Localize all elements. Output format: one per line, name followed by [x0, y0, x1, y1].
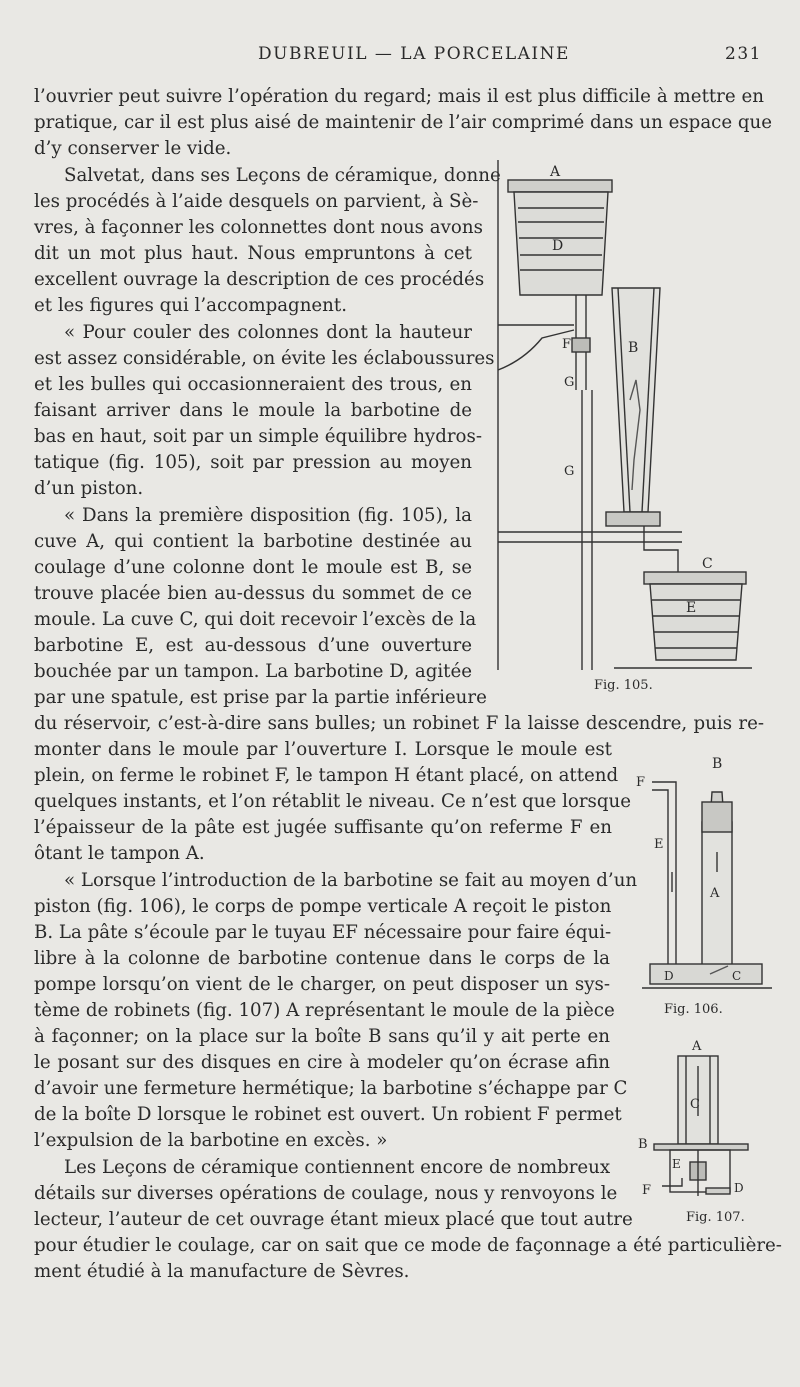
- fig107-label-a: A: [692, 1039, 702, 1054]
- text-line: pour étudier le coulage, car on sait que ce mode de façonnage a été particulière-: [34, 1235, 782, 1256]
- text-line: d’y conserver le vide.: [34, 138, 232, 159]
- fig106-label-a: A: [710, 886, 720, 901]
- fig107-label-b: B: [638, 1137, 648, 1152]
- text-line: trouve placée bien au-dessus du sommet de ce: [34, 583, 472, 604]
- figure-107: [636, 1036, 756, 1206]
- running-title: DUBREUIL — LA PORCELAINE: [258, 44, 570, 64]
- figure-106: [632, 752, 780, 1002]
- text-line: et les bulles qui occasionneraient des trous, en: [34, 374, 472, 395]
- text-line: le posant sur des disques en cire à modeler qu’on écrase afin: [34, 1052, 610, 1073]
- text-line: détails sur diverses opérations de coulage, nous y renvoyons le: [34, 1183, 618, 1204]
- text-line: monter dans le moule par l’ouverture I. Lorsque le moule est: [34, 739, 612, 760]
- fig107-label-e: E: [672, 1157, 681, 1171]
- text-line: bas en haut, soit par un simple équilibre hydros-: [34, 426, 482, 447]
- text-line: l’épaisseur de la pâte est jugée suffisante qu’on referme F en: [34, 817, 612, 838]
- text-line: faisant arriver dans le moule la barbotine de: [34, 400, 472, 421]
- text-line: dit un mot plus haut. Nous empruntons à cet: [34, 243, 472, 264]
- fig105-label-f: F: [562, 337, 572, 352]
- text-line: coulage d’une colonne dont le moule est B, se: [34, 557, 472, 578]
- text-line: moule. La cuve C, qui doit recevoir l’excès de la: [34, 609, 477, 630]
- text-line: lecteur, l’auteur de cet ouvrage étant mieux placé que tout autre: [34, 1209, 633, 1230]
- text-line: bouchée par un tampon. La barbotine D, agitée: [34, 661, 472, 682]
- fig107-label-d: D: [734, 1181, 744, 1195]
- figure-105-caption: Fig. 105.: [594, 678, 653, 693]
- text-line: de la boîte D lorsque le robinet est ouvert. Un robient F permet: [34, 1104, 622, 1125]
- text-line: l’ouvrier peut suivre l’opération du regard; mais il est plus difficile à mettre en: [34, 86, 764, 107]
- text-line: « Dans la première disposition (fig. 105), la: [64, 505, 472, 526]
- text-line: cuve A, qui contient la barbotine destinée au: [34, 531, 472, 552]
- text-line: d’un piston.: [34, 478, 144, 499]
- text-line: Salvetat, dans ses Leçons de céramique, donne: [64, 165, 501, 186]
- fig107-label-f: F: [642, 1183, 652, 1198]
- fig106-label-c: C: [732, 969, 742, 983]
- text-line: d’avoir une fermeture hermétique; la barbotine s’échappe par C: [34, 1078, 628, 1099]
- text-line: pompe lorsqu’on vient de le charger, on peut disposer un sys-: [34, 974, 610, 995]
- fig105-label-b: B: [628, 340, 639, 356]
- text-line: quelques instants, et l’on rétablit le niveau. Ce n’est que lorsque: [34, 791, 631, 812]
- text-line: vres, à façonner les colonnettes dont nous avons: [34, 217, 483, 238]
- text-line: « Pour couler des colonnes dont la hauteur: [64, 322, 472, 343]
- fig105-label-g1: G: [564, 375, 575, 390]
- figure-106-caption: Fig. 106.: [664, 1002, 723, 1017]
- figure-107-caption: Fig. 107.: [686, 1210, 745, 1225]
- text-line: est assez considérable, on évite les éclaboussures: [34, 348, 495, 369]
- text-line: par une spatule, est prise par la partie inférieure: [34, 687, 487, 708]
- text-line: tème de robinets (fig. 107) A représentant le moule de la pièce: [34, 1000, 615, 1021]
- text-line: plein, on ferme le robinet F, le tampon H étant placé, on attend: [34, 765, 619, 786]
- fig105-label-a: A: [550, 164, 561, 180]
- text-line: les procédés à l’aide desquels on parvient, à Sè-: [34, 191, 479, 212]
- text-line: « Lorsque l’introduction de la barbotine se fait au moyen d’un: [64, 870, 638, 891]
- fig105-label-e: E: [686, 600, 697, 616]
- figure-105: [494, 160, 756, 680]
- text-line: piston (fig. 106), le corps de pompe verticale A reçoit le piston: [34, 896, 612, 917]
- text-line: B. La pâte s’écoule par le tuyau EF nécessaire pour faire équi-: [34, 922, 612, 943]
- text-line: l’expulsion de la barbotine en excès. »: [34, 1130, 388, 1151]
- fig105-label-c: C: [702, 556, 713, 572]
- fig106-label-e: E: [654, 837, 664, 852]
- text-line: excellent ouvrage la description de ces procédés: [34, 269, 485, 290]
- fig106-label-b: B: [712, 756, 723, 772]
- text-line: et les figures qui l’accompagnent.: [34, 295, 347, 316]
- text-line: pratique, car il est plus aisé de maintenir de l’air comprimé dans un espace que: [34, 112, 773, 133]
- fig105-label-d: D: [552, 238, 564, 254]
- fig106-label-f: F: [636, 775, 646, 790]
- fig107-label-c: C: [690, 1097, 700, 1112]
- text-line: ment étudié à la manufacture de Sèvres.: [34, 1261, 410, 1282]
- text-line: barbotine E, est au-dessous d’une ouverture: [34, 635, 472, 656]
- text-line: libre à la colonne de barbotine contenue dans le corps de la: [34, 948, 610, 969]
- text-line: à façonner; on la place sur la boîte B sans qu’il y ait perte en: [34, 1026, 610, 1047]
- page-header: [36, 44, 766, 70]
- fig105-label-g2: G: [564, 464, 575, 479]
- text-line: Les Leçons de céramique contiennent encore de nombreux: [64, 1157, 611, 1178]
- text-line: tatique (fig. 105), soit par pression au moyen: [34, 452, 472, 473]
- text-line: du réservoir, c’est-à-dire sans bulles; un robinet F la laisse descendre, puis re-: [34, 713, 764, 734]
- page-number: 231: [725, 44, 762, 64]
- text-line: ôtant le tampon A.: [34, 843, 205, 864]
- fig106-label-d: D: [664, 969, 674, 983]
